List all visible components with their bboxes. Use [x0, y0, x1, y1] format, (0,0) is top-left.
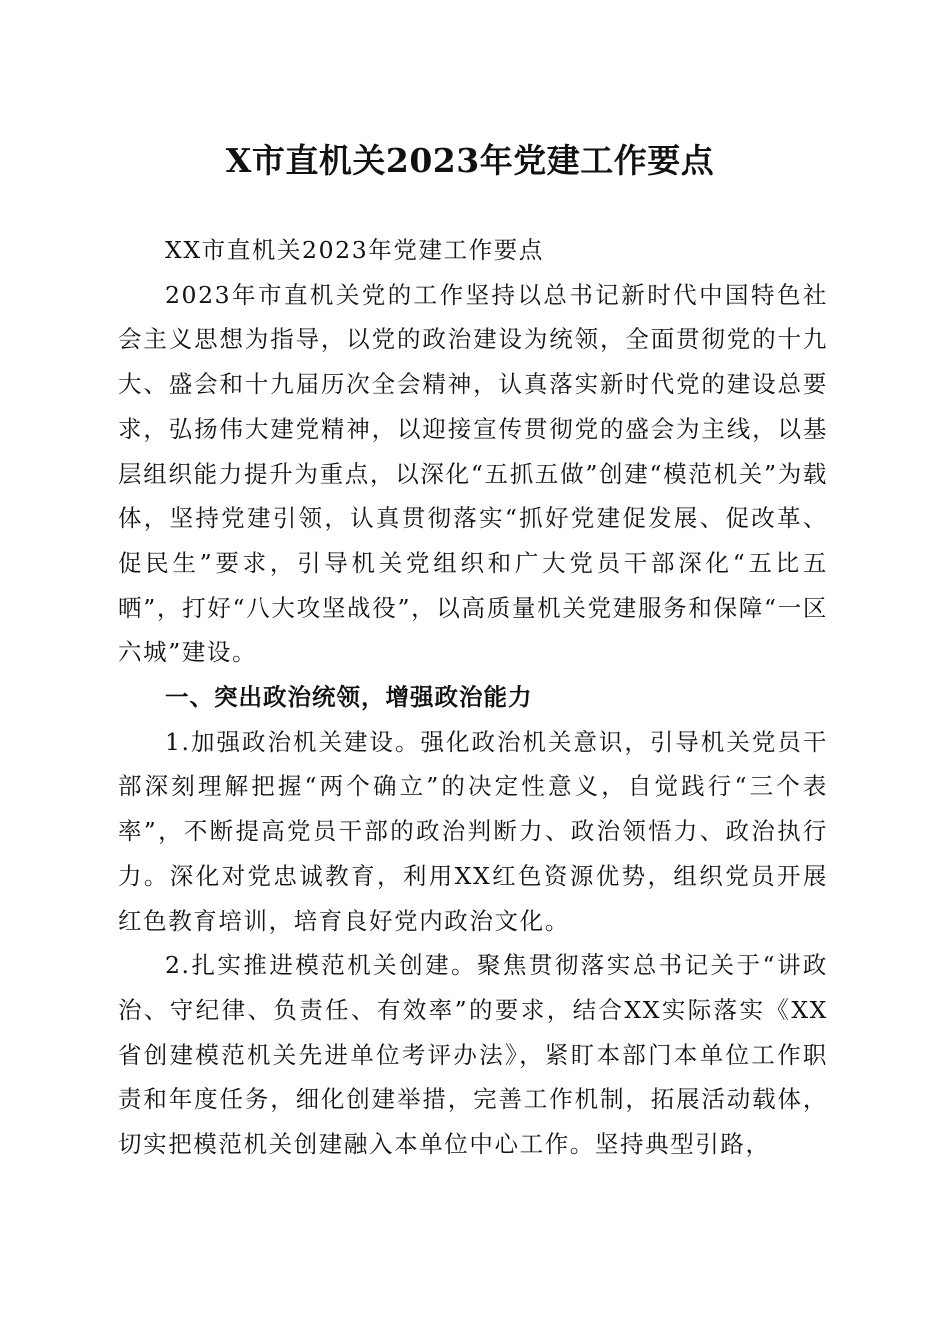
subtitle-paragraph: XX市直机关2023年党建工作要点 [165, 236, 544, 264]
intro-paragraph: 2023年市直机关党的工作坚持以总书记新时代中国特色社会主义思想为指导，以党的政治建设为统领，全面贯彻党的十九大、盛会和十九届历次全会精神，认真落实新时代党的建设总要求，弘扬伟大建党精神，以迎接宣传贯彻党的盛会为主线，以基层组织能力提升为重点，以深化“五抓五做”创建“模范机关”为载体，坚持党建引领，认真贯彻落实“抓好党建促发展、促改革、促民生”要求，引导机关党组织和广大党员干部深化“五比五晒”，打好“八大攻坚战役”，以高质量机关党建服务和保障“一区六城”建设。 [118, 280, 828, 667]
section-heading: 一、突出政治统领，增强政治能力 [165, 683, 533, 712]
item-paragraph-2: 2.扎实推进模范机关创建。聚焦贯彻落实总书记关于“讲政治、守纪律、负责任、有效率”的要求，结合XX实际落实《XX省创建模范机关先进单位考评办法》，紧盯本部门本单位工作职责和年度任务，细化创建举措，完善工作机制，拓展活动载体，切实把模范机关创建融入本单位中心工作。坚持典型引路， [118, 951, 828, 1159]
document-title: X市直机关2023年党建工作要点 [225, 141, 715, 180]
item-paragraph-1: 1.加强政治机关建设。强化政治机关意识，引导机关党员干部深刻理解把握“两个确立”的决定性意义，自觉践行“三个表率”，不断提高党员干部的政治判断力、政治领悟力、政治执行力。深化对党忠诚教育，利用XX红色资源优势，组织党员开展红色教育培训，培育良好党内政治文化。 [118, 727, 828, 935]
document-body [118, 228, 828, 1167]
